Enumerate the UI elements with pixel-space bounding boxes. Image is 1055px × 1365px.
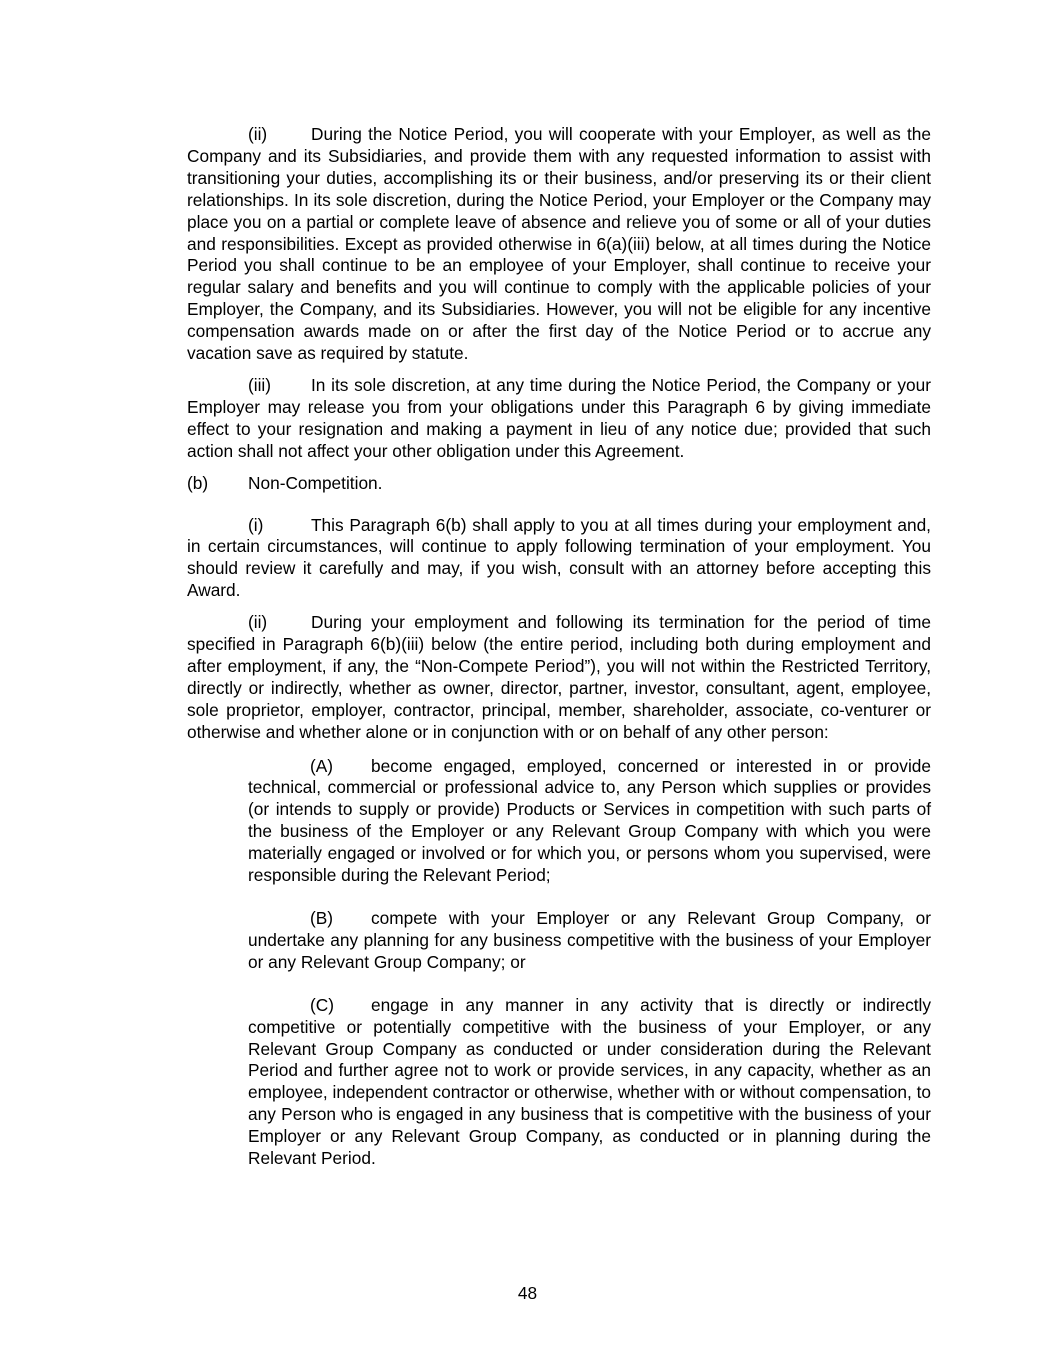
page-number: 48 (517, 1283, 538, 1303)
paragraph-number: (iii) (248, 374, 272, 395)
paragraph-text: In its sole discretion, at any time during the Notice Period, the Company or your Employer may release you from your obligations under this Paragraph 6 by giving immediate effect to your resignation and making a payment in lieu of any notice due; provided that such action shall not affect your other obligation under this Agreement. (187, 374, 931, 461)
paragraph-number: (ii) (248, 612, 268, 633)
paragraph-number: (ii) (248, 124, 268, 144)
subparagraph-number: (A) (310, 755, 334, 776)
section-number: (b) (187, 472, 209, 493)
subparagraph-A (248, 756, 931, 887)
paragraph-text: During the Notice Period, you will cooperate with your Employer, as well as the Company and its Subsidiaries, and provide them with any requested information to assist with transitioning your duties, accomplishing its or their business, and/or preserving its or their client relationships. In its sole discretion, during the Notice Period, your Employer or the Company may place you on a partial or complete leave of absence and relieve you of some or all of your duties and responsibilities. Except as provided otherwise in 6(a)(iii) below, at all times during the Notice Period you shall continue to be an employee of your Employer, shall continue to receive your regular salary and benefits and you will continue to comply with the applicable policies of your Employer, the Company, and its Subsidiaries. However, you will not be eligible for any incentive compensation awards made on or after the first day of the Notice Period or to accrue any vacation save as required by statute. (187, 124, 931, 364)
paragraph-text: During your employment and following its termination for the period of time specified in Paragraph 6(b)(iii) below (the entire period, including both during employment and after employment, if any, the “Non-Compete Period”), you will not within the Restricted Territory, directly or indirectly, whether as owner, director, partner, investor, consultant, agent, employee, sole proprietor, employer, contractor, principal, member, shareholder, associate, co-venturer or otherwise and whether alone or in conjunction with or on behalf of any other person: (187, 612, 931, 742)
subparagraph-text: become engaged, employed, concerned or interested in or provide technical, commercial or professional advice to, any Person which supplies or provides (or intends to supply or provide) Products or Services in competition with such parts of the business of the Employer or any Relevant Group Company with which you were materially engaged or involved or for which you, or persons whom you supervised, were responsible during the Relevant Period; (248, 755, 931, 886)
paragraph-6b-ii (187, 612, 931, 743)
document-body (187, 124, 931, 1170)
subparagraph-B (248, 908, 931, 974)
paragraph-6b-i (187, 515, 931, 603)
subparagraph-text: engage in any manner in any activity that is directly or indirectly competitive or potentially competitive with the business of your Employer, or any Relevant Group Company as conducted or under consideration during the Relevant Period and further agree not to work or provide services, in any capacity, whether as an employee, independent contractor or otherwise, whether with or without compensation, to any Person who is engaged in any business that is competitive with the business of your Employer or any Relevant Group Company, as conducted or in planning during the Relevant Period. (248, 994, 931, 1169)
paragraph-text: This Paragraph 6(b) shall apply to you at all times during your employment and, in certain circumstances, will continue to apply following termination of your employment. You should review it carefully and may, if you wish, consult with an attorney before accepting this Award. (187, 514, 931, 601)
subparagraph-number: (C) (310, 994, 334, 1015)
section-title: Non-Competition. (248, 472, 383, 493)
subparagraph-number: (B) (310, 908, 334, 928)
subparagraph-text: compete with your Employer or any Relevant Group Company, or undertake any planning for any business competitive with the business of your Employer or any Relevant Group Company; or (248, 908, 931, 972)
paragraph-6a-ii (187, 124, 931, 365)
paragraph-number: (i) (248, 514, 264, 535)
section-heading-b (187, 473, 931, 495)
paragraph-6a-iii (187, 375, 931, 463)
subparagraph-C (248, 995, 931, 1170)
